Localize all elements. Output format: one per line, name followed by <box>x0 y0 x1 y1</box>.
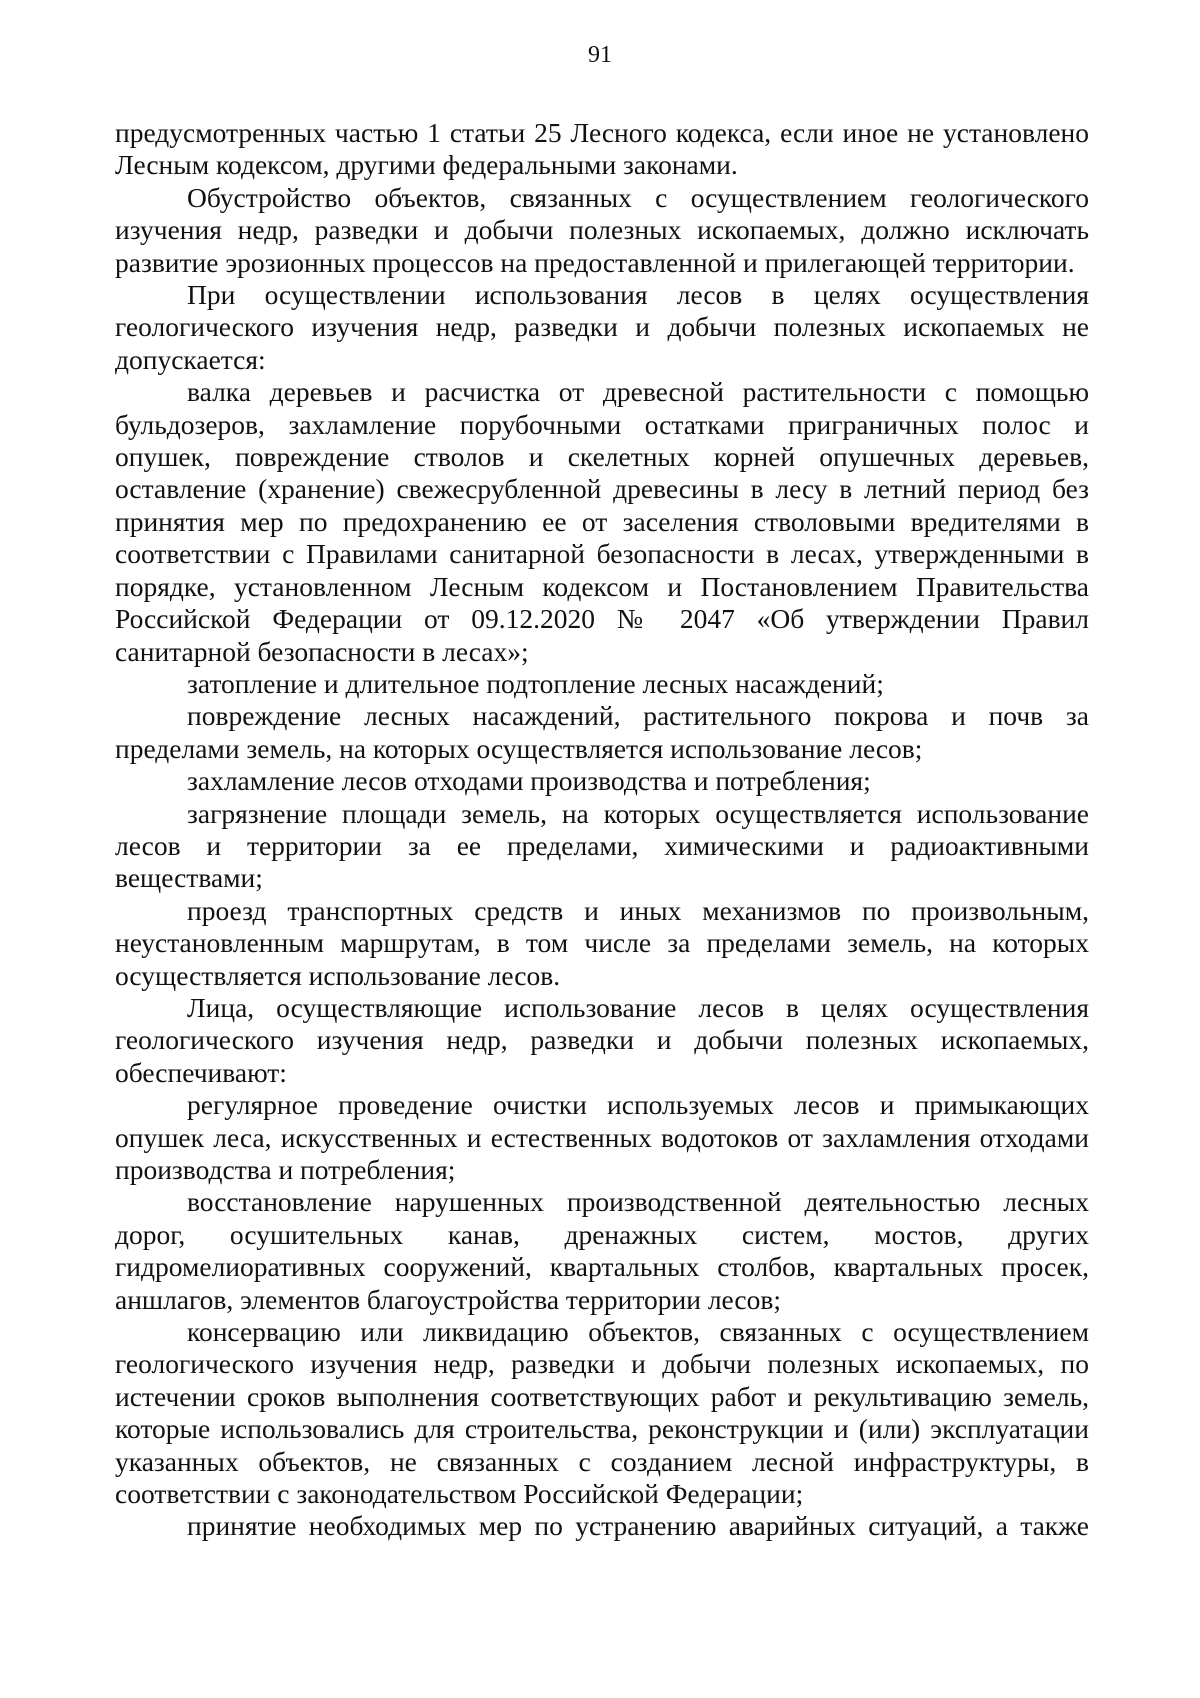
list-item-regular-cleaning: регулярное проведение очистки используемых лесов и примыкающих опушек леса, искусственных и естественных водотоков от захламления отходами производства и потребления; <box>115 1089 1089 1185</box>
list-item-tree-felling: валка деревьев и расчистка от древесной растительности с помощью бульдозеров, захламление порубочными остатками приграничных полос и опушек, повреждение стволов и скелетных корней опушечных деревьев, оставление (хранение) свежесрубленной древесины в лесу в летний период без принятия мер по предохранению ее от заселения стволовыми вредителями в соответствии с Правилами санитарной безопасности в лесах, утвержденными в порядке, установленном Лесным кодексом и Постановлением Правительства Российской Федерации от 09.12.2020 № 2047 «Об утверждении Правил санитарной безопасности в лесах»; <box>115 376 1089 667</box>
paragraph-continuation: предусмотренных частью 1 статьи 25 Лесного кодекса, если иное не установлено Лесным кодексом, другими федеральными законами. <box>115 117 1089 181</box>
list-item-flooding: затопление и длительное подтопление лесных насаждений; <box>187 667 884 699</box>
paragraph-obligations-intro: Лица, осуществляющие использование лесов в целях осуществления геологического изучения недр, разведки и добычи полезных ископаемых, обеспечивают: <box>115 991 1089 1088</box>
page-number: 91 <box>588 42 612 68</box>
list-item-pollution: загрязнение площади земель, на которых осуществляется использование лесов и территории за ее пределами, химическими и радиоактивными веществами; <box>115 797 1089 894</box>
paragraph-not-allowed-intro: При осуществлении использования лесов в целях осуществления геологического изучения недр, разведки и добычи полезных ископаемых не допускается: <box>115 279 1089 375</box>
list-item-damage-to-plantings: повреждение лесных насаждений, растительного покрова и почв за пределами земель, на которых осуществляется использование лесов; <box>115 700 1089 764</box>
list-item-restoration: восстановление нарушенных производственной деятельностью лесных дорог, осушительных канав, дренажных систем, мостов, других гидромелиоративных сооружений, квартальных столбов, квартальных просек, аншлагов, элементов благоустройства территории лесов; <box>115 1186 1089 1315</box>
list-item-vehicle-passage: проезд транспортных средств и иных механизмов по произвольным, неустановленным маршрутам, в том числе за пределами земель, на которых осуществляется использование лесов. <box>115 894 1089 991</box>
list-item-littering: захламление лесов отходами производства и потребления; <box>187 765 871 797</box>
paragraph-arrangement-of-objects: Обустройство объектов, связанных с осуществлением геологического изучения недр, разведки и добычи полезных ископаемых, должно исключать развитие эрозионных процессов на предоставленной и прилегающей территории. <box>115 181 1089 278</box>
list-item-emergency-measures: принятие необходимых мер по устранению аварийных ситуаций, а также <box>187 1510 1089 1542</box>
document-body <box>115 117 1089 1543</box>
list-item-conservation-liquidation: консервацию или ликвидацию объектов, связанных с осуществлением геологического изучения недр, разведки и добычи полезных ископаемых, по истечении сроков выполнения соответствующих работ и рекультивацию земель, которые использовались для строительства, реконструкции и (или) эксплуатации указанных объектов, не связанных с созданием лесной инфраструктуры, в соответствии с законодательством Российской Федерации; <box>115 1316 1089 1510</box>
